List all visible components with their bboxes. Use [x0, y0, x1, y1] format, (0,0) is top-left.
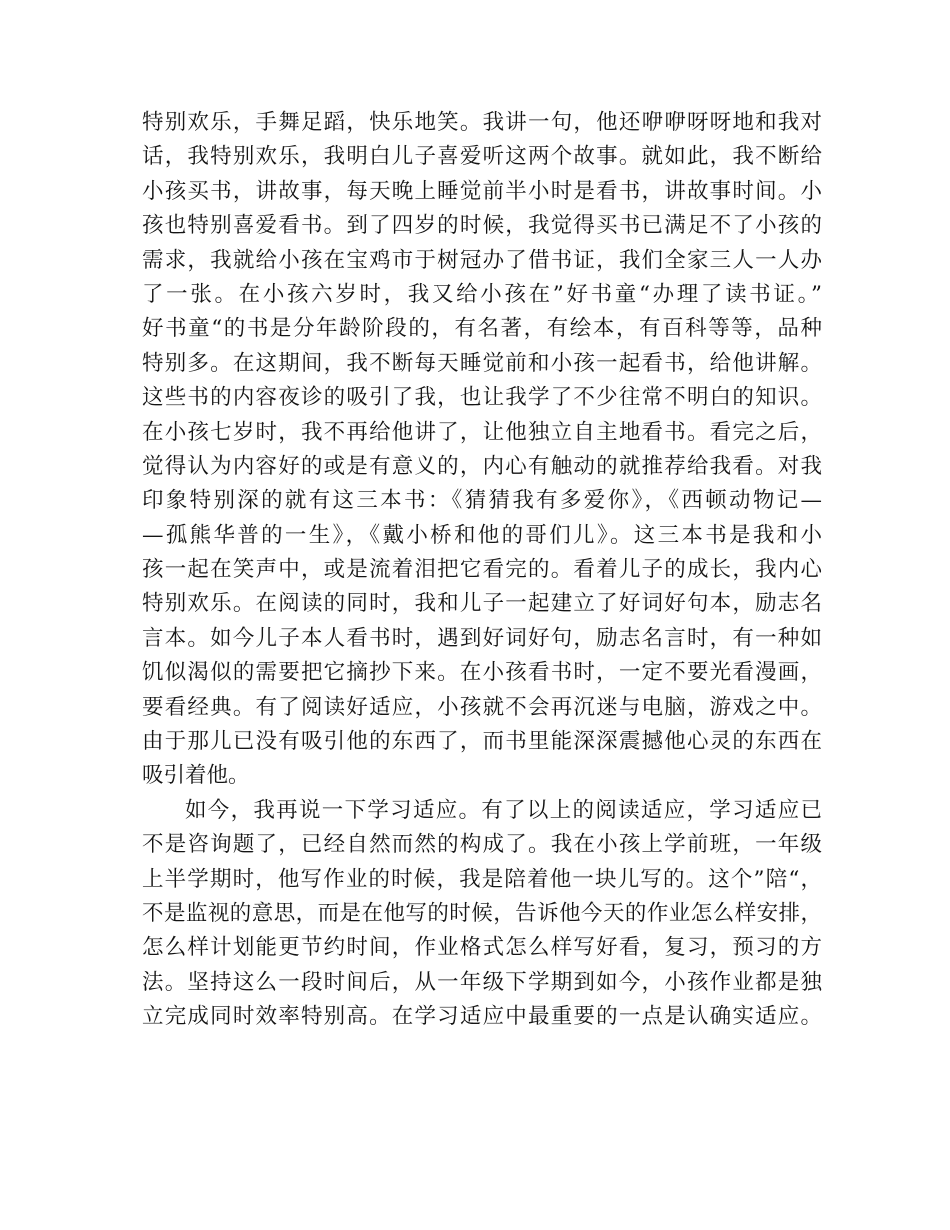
text-line: 立完成同时效率特别高。在学习适应中最重要的一点是认确实适应。	[142, 1004, 822, 1030]
text-line: 吸引着他。	[142, 763, 250, 789]
text-line: 不是监视的意思，而是在他写的时候，告诉他今天的作业怎么样安排，	[142, 900, 822, 926]
text-line: 印象特别深的就有这三本书：《猜猜我有多爱你》，《西顿动物记—	[142, 488, 822, 514]
text-line: 觉得认为内容好的或是有意义的，内心有触动的就推荐给我看。对我	[142, 453, 822, 479]
text-line: 好书童“的书是分年龄阶段的，有名著，有绘本，有百科等等，品种	[142, 316, 822, 342]
text-line: 特别欢乐，手舞足蹈，快乐地笑。我讲一句，他还咿咿呀呀地和我对	[142, 110, 822, 135]
text-line: 话，我特别欢乐，我明白儿子喜爱听这两个故事。就如此，我不断给	[142, 144, 822, 170]
text-line: 孩也特别喜爱看书。到了四岁的时候，我觉得买书已满足不了小孩的	[142, 213, 822, 239]
text-line: 要看经典。有了阅读好适应，小孩就不会再沉迷与电脑，游戏之中。	[142, 694, 822, 720]
text-line: 由于那儿已没有吸引他的东西了，而书里能深深震撼他心灵的东西在	[142, 729, 822, 755]
text-line: 怎么样计划能更节约时间，作业格式怎么样写好看，复习，预习的方	[142, 935, 822, 961]
text-line: 特别多。在这期间，我不断每天睡觉前和小孩一起看书，给他讲解。	[142, 350, 822, 376]
text-line: 饥似渴似的需要把它摘抄下来。在小孩看书时，一定不要光看漫画，	[142, 660, 822, 686]
text-line: 特别欢乐。在阅读的同时，我和儿子一起建立了好词好句本，励志名	[142, 591, 822, 617]
text-line: 如今，我再说一下学习适应。有了以上的阅读适应，学习适应已	[185, 797, 822, 823]
paragraph-2	[142, 794, 822, 1035]
text-line: 在小孩七岁时，我不再给他讲了，让他独立自主地看书。看完之后，	[142, 419, 822, 445]
text-line: 孩一起在笑声中，或是流着泪把它看完的。看着儿子的成长，我内心	[142, 557, 822, 583]
body-text	[142, 106, 822, 1035]
text-line: 小孩买书，讲故事，每天晚上睡觉前半小时是看书，讲故事时间。小	[142, 178, 822, 204]
text-line: 法。坚持这么一段时间后，从一年级下学期到如今，小孩作业都是独	[142, 969, 822, 995]
paragraph-1	[142, 106, 822, 794]
text-line: —孤熊华普的一生》，《戴小桥和他的哥们儿》。这三本书是我和小	[142, 522, 822, 548]
text-line: 需求，我就给小孩在宝鸡市于树冠办了借书证，我们全家三人一人办	[142, 247, 822, 273]
text-line: 言本。如今儿子本人看书时，遇到好词好句，励志名言时，有一种如	[142, 625, 822, 651]
text-line: 上半学期时，他写作业的时候，我是陪着他一块儿写的。这个”陪“，	[142, 866, 822, 892]
text-line: 了一张。在小孩六岁时，我又给小孩在”好书童“办理了读书证。”	[142, 281, 822, 307]
text-line: 不是咨询题了，已经自然而然的构成了。我在小孩上学前班，一年级	[142, 832, 822, 858]
text-line: 这些书的内容夜诊的吸引了我，也让我学了不少往常不明白的知识。	[142, 385, 822, 411]
